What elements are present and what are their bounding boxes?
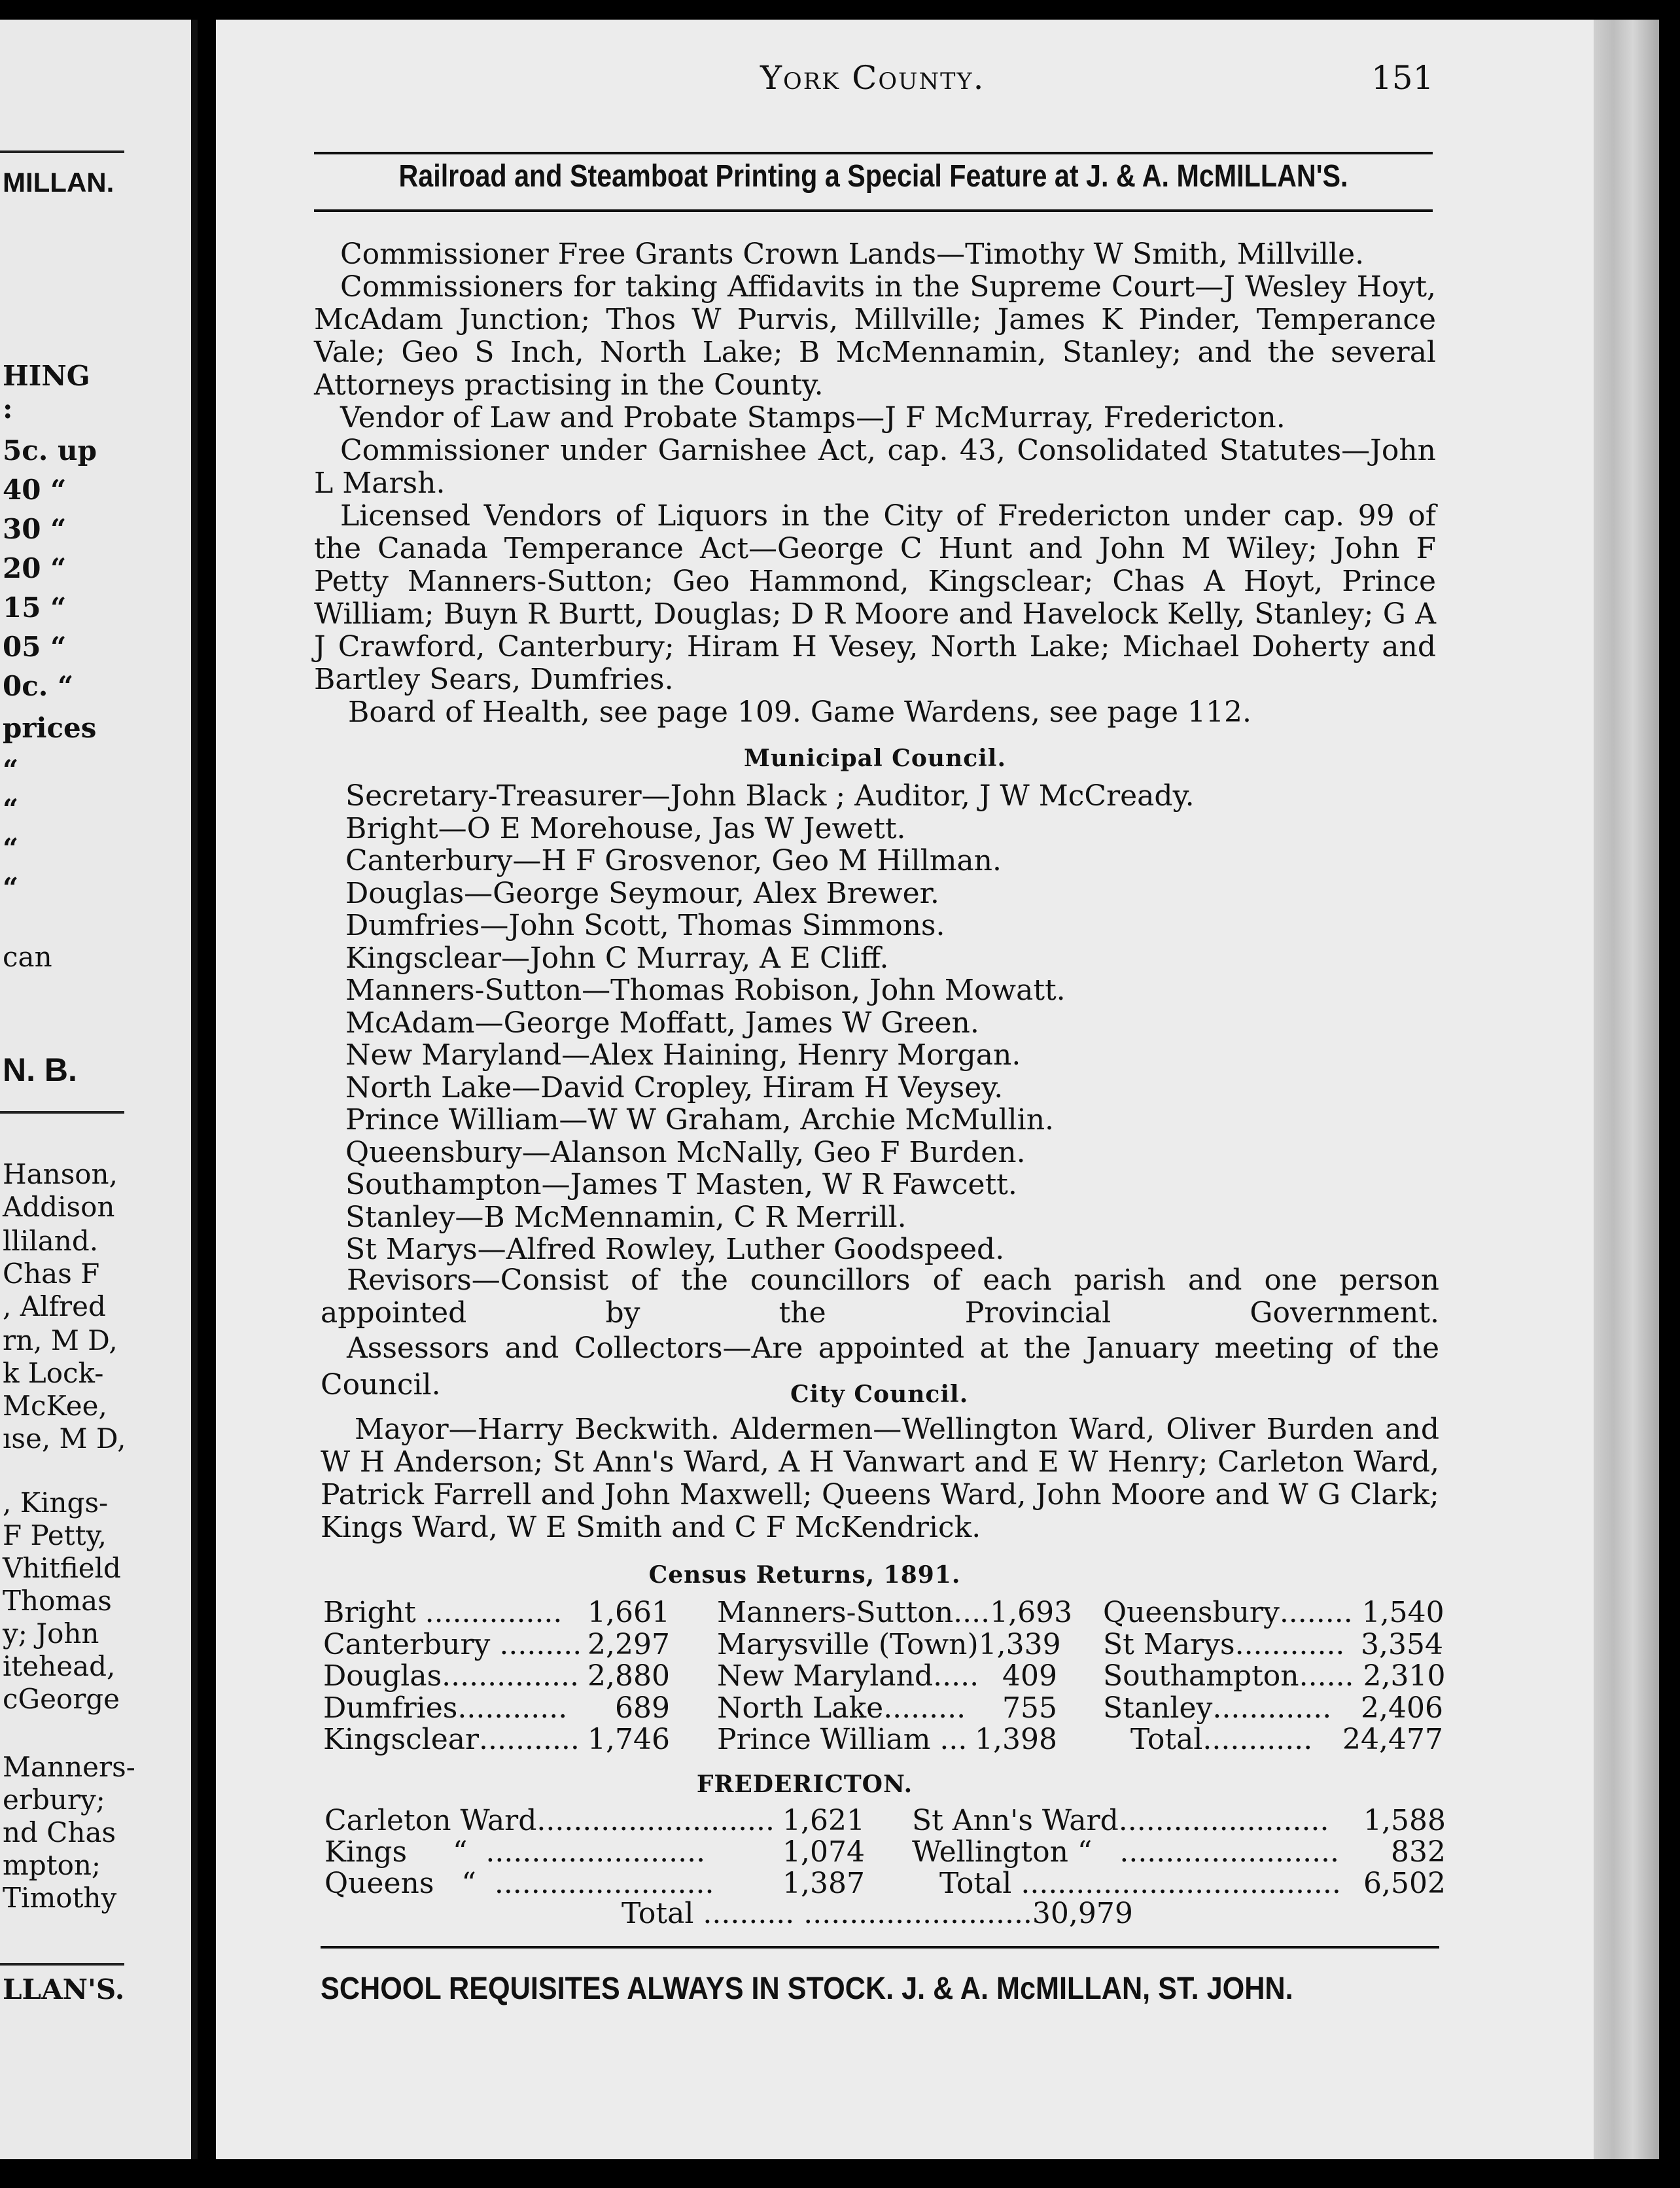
census-entry: [323, 1629, 670, 1661]
left-fragment-line: mpton;: [3, 1849, 101, 1881]
left-fragment-line: Vhitfield: [3, 1552, 121, 1584]
leader-dots: ...............: [442, 1659, 579, 1693]
leader-dots: ...: [930, 1723, 968, 1756]
paragraph-affidavits: Commissioners for taking Affidavits in the Supreme Court—J Wesley Hoyt, McAdam Junction; Thos W Purvis, Millville; James K Pinder, Temperance Vale; Geo S Inch, North Lake; B McMennamin, Stanley; and the several Attorneys practising in the County.: [314, 270, 1436, 402]
page-title: York County.: [760, 59, 985, 97]
census-value: 689: [615, 1691, 670, 1725]
census-entry: [1103, 1723, 1443, 1756]
leader-dots: ...........: [479, 1723, 580, 1756]
left-fragment-line: LLAN'S.: [3, 1973, 125, 2005]
leader-dots: ........: [1279, 1596, 1362, 1629]
footer-rule: [321, 1946, 1439, 1949]
fredericton-heading: FREDERICTON.: [696, 1771, 913, 1798]
left-fragment-line: itehead,: [3, 1650, 116, 1682]
left-fragment-line: , Kings-: [3, 1487, 109, 1519]
leader-dots: ........................: [476, 1867, 714, 1900]
municipal-council-heading: Municipal Council.: [744, 745, 1006, 772]
census-place: Total: [1103, 1723, 1203, 1756]
municipal-council-line: Prince William—W W Graham, Archie McMullin.: [345, 1103, 1055, 1137]
left-fragment-line: k Lock-: [3, 1357, 104, 1389]
left-fragment-line: Timothy: [3, 1882, 117, 1914]
leader-dots: .......................: [1118, 1804, 1329, 1837]
municipal-council-line: McAdam—George Moffatt, James W Green.: [345, 1006, 979, 1040]
left-fragment-line: nd Chas: [3, 1816, 116, 1848]
census-entry: [1103, 1629, 1443, 1661]
census-place: Kingsclear: [323, 1723, 480, 1756]
page-number: 151: [1371, 59, 1434, 97]
left-fragment-line: “: [3, 832, 19, 864]
left-fragment-line: 30 “: [3, 513, 67, 545]
ward-name: Total: [912, 1867, 1012, 1900]
census-entry: [1103, 1659, 1446, 1693]
left-fragment-line: cGeorge: [3, 1683, 120, 1715]
paragraph-garnishee: Commissioner under Garnishee Act, cap. 43, Consolidated Statutes—John L Marsh.: [314, 434, 1436, 500]
census-value: 24,477: [1342, 1723, 1443, 1756]
paragraph-free-grants: Commissioner Free Grants Crown Lands—Timothy W Smith, Millville.: [340, 238, 1365, 271]
leader-dots: .........: [490, 1627, 582, 1661]
left-fragment-line: y; John: [3, 1617, 99, 1650]
ward-value: 1,387: [782, 1867, 865, 1900]
left-fragment-line: N. B.: [3, 1051, 77, 1088]
ward-name: Queens “: [324, 1867, 476, 1900]
left-rule-mid: [0, 1111, 124, 1114]
leader-dots: .............: [1212, 1691, 1341, 1725]
leader-dots: .....: [933, 1659, 998, 1693]
assessors-line: Assessors and Collectors—Are appointed at the January meeting of the: [347, 1332, 1439, 1365]
left-fragment-line: , Alfred: [3, 1290, 106, 1322]
municipal-council-line: Dumfries—John Scott, Thomas Simmons.: [345, 909, 945, 942]
left-fragment-line: “: [3, 872, 19, 904]
left-rule-bottom: [0, 1963, 124, 1966]
leader-dots: ........................: [1092, 1835, 1349, 1869]
census-value: 3,354: [1361, 1627, 1443, 1661]
municipal-council-line: Bright—O E Morehouse, Jas W Jewett.: [345, 811, 906, 845]
leader-dots: ............: [457, 1691, 586, 1725]
left-fragment-line: Thomas: [3, 1585, 112, 1617]
census-place: Canterbury: [323, 1627, 491, 1661]
census-entry: [323, 1660, 670, 1693]
census-entry: [323, 1723, 670, 1756]
leader-dots: ............: [1202, 1723, 1313, 1756]
left-fragment-line: lliland.: [3, 1225, 99, 1257]
fredericton-ward-entry: [912, 1836, 1446, 1869]
census-place: Douglas: [323, 1659, 442, 1693]
census-value: 2,406: [1361, 1691, 1443, 1725]
census-value: 2,310: [1363, 1659, 1446, 1693]
census-place: Stanley: [1103, 1691, 1213, 1725]
fredericton-ward-entry: [324, 1836, 865, 1869]
municipal-council-line: Douglas—George Seymour, Alex Brewer.: [345, 876, 939, 910]
census-entry: [717, 1660, 1057, 1693]
census-place: Manners-Sutton: [717, 1596, 954, 1629]
left-fragment-line: Chas F: [3, 1258, 100, 1290]
municipal-council-line: Kingsclear—John C Murray, A E Cliff.: [345, 941, 889, 975]
municipal-council-line: Southampton—James T Masten, W R Fawcett.: [345, 1168, 1017, 1201]
fredericton-ward-entry: [912, 1867, 1446, 1900]
census-place: Prince William: [717, 1723, 931, 1756]
left-fragment-line: 05 “: [3, 631, 67, 663]
census-entry: [717, 1723, 1057, 1756]
left-fragment-line: 5c. up: [3, 434, 97, 467]
footer-advert: SCHOOL REQUISITES ALWAYS IN STOCK. J. & A. McMILLAN, ST. JOHN.: [321, 1971, 1293, 2006]
paragraph-board-of-health: Board of Health, see page 109. Game Wardens, see page 112.: [348, 696, 1251, 729]
ward-name: St Ann's Ward: [912, 1804, 1119, 1837]
census-place: Dumfries: [323, 1691, 458, 1725]
page-edge: [1594, 20, 1659, 2159]
city-council-paragraph: Mayor—Harry Beckwith. Aldermen—Wellington Ward, Oliver Burden and W H Anderson; St Ann's Ward, A H Vanwart and E W Henry; Carleton Ward, Patrick Farrell and John Maxwell; Queens Ward, John Moore and W G Clark; Kings Ward, W E Smith and C F McKendrick.: [321, 1413, 1439, 1544]
header-rule: [314, 152, 1433, 154]
left-fragment-line: can: [3, 941, 52, 973]
fredericton-ward-entry: [324, 1805, 865, 1837]
census-value: 409: [1002, 1659, 1057, 1693]
left-page-fragment: [0, 20, 198, 2159]
census-value: 2,880: [587, 1659, 670, 1693]
city-council-heading: City Council.: [790, 1381, 969, 1408]
census-place: North Lake: [717, 1691, 884, 1725]
census-value: 1,661: [587, 1596, 670, 1629]
banner-advert: Railroad and Steamboat Printing a Special Feature at J. & A. McMILLAN'S.: [398, 159, 1348, 194]
municipal-council-line: Secretary-Treasurer—John Black ; Auditor, J W McCready.: [345, 779, 1195, 813]
left-fragment-line: HING: [3, 360, 90, 392]
census-value: 1,746: [587, 1723, 670, 1756]
census-place: St Marys: [1103, 1627, 1235, 1661]
municipal-council-line: Manners-Sutton—Thomas Robison, John Mowatt.: [345, 974, 1066, 1007]
ward-value: 6,502: [1363, 1867, 1446, 1900]
census-heading: Census Returns, 1891.: [648, 1561, 961, 1589]
census-entry: [717, 1692, 1057, 1725]
census-place: New Maryland: [717, 1659, 934, 1693]
leader-dots: .........: [883, 1691, 985, 1725]
left-fragment-line: Addison: [3, 1191, 115, 1223]
fredericton-ward-entry: [324, 1867, 865, 1900]
leader-dots: ....: [953, 1596, 990, 1629]
municipal-council-line: St Marys—Alfred Rowley, Luther Goodspeed.: [345, 1233, 1005, 1266]
ward-value: 1,621: [782, 1804, 865, 1837]
ward-name: Kings “: [324, 1835, 468, 1869]
paragraph-liquor-vendors: Licensed Vendors of Liquors in the City of Fredericton under cap. 99 of the Canada Temperance Act—George C Hunt and John M Wiley; John F Petty Manners-Sutton; Geo Hammond, Kingsclear; Chas A Hoyt, Prince William; Buyn R Burtt, Douglas; D R Moore and Havelock Kelly, Stanley; G A J Crawford, Canterbury; Hiram H Vesey, North Lake; Michael Doherty and Bartley Sears, Dumfries.: [314, 499, 1436, 696]
census-place: Marysville (Town): [717, 1627, 979, 1661]
census-value: 2,297: [587, 1627, 670, 1661]
banner-rule: [314, 209, 1433, 212]
left-fragment-line: “: [3, 754, 19, 786]
ward-value: 1,074: [782, 1835, 865, 1869]
census-value: 1,540: [1361, 1596, 1444, 1629]
left-fragment-line: Manners-: [3, 1751, 135, 1783]
left-fragment-line: 40 “: [3, 474, 67, 506]
census-value: 755: [1002, 1691, 1057, 1725]
census-entry: [1103, 1692, 1443, 1725]
census-entry: [323, 1597, 670, 1629]
municipal-council-line: Queensbury—Alanson McNally, Geo F Burden.: [345, 1135, 1026, 1169]
left-fragment-line: prices: [3, 712, 97, 744]
left-fragment-line: F Petty,: [3, 1519, 107, 1551]
left-fragment-line: MILLAN.: [3, 167, 114, 198]
census-value: 1,398: [975, 1723, 1057, 1756]
left-fragment-line: 20 “: [3, 552, 67, 584]
left-fragment-line: :: [3, 393, 13, 425]
census-place: Queensbury: [1103, 1596, 1280, 1629]
leader-dots: ..........................: [536, 1804, 775, 1837]
left-fragment-line: McKee,: [3, 1390, 107, 1422]
leader-dots: ...................................: [1011, 1867, 1341, 1900]
census-value: 1,339: [978, 1627, 1061, 1661]
census-entry: [717, 1627, 1061, 1661]
leader-dots: ......: [1299, 1659, 1363, 1693]
municipal-council-line: North Lake—David Cropley, Hiram H Veysey.: [345, 1070, 1004, 1104]
assessors-line-end: Council.: [321, 1368, 441, 1402]
census-place: Bright: [323, 1596, 416, 1629]
left-fragment-line: Hanson,: [3, 1158, 118, 1190]
ward-value: 1,588: [1363, 1804, 1446, 1837]
left-fragment-line: erbury;: [3, 1784, 105, 1816]
census-entry: [1103, 1597, 1443, 1629]
left-fragment-line: 0c. “: [3, 670, 74, 702]
ward-name: Carleton Ward: [324, 1804, 537, 1837]
paragraph-law-stamps: Vendor of Law and Probate Stamps—J F McMurray, Fredericton.: [340, 401, 1286, 434]
left-fragment-line: rn, M D,: [3, 1324, 118, 1356]
revisors-paragraph: Revisors—Consist of the councillors of each parish and one person appointed by the Provincial Government.: [321, 1263, 1439, 1330]
left-fragment-line: “: [3, 793, 19, 825]
census-place: Southampton: [1103, 1659, 1299, 1693]
municipal-council-line: Canterbury—H F Grosvenor, Geo M Hillman.: [345, 844, 1002, 877]
census-entry: [717, 1596, 1073, 1629]
leader-dots: ............: [1234, 1627, 1354, 1661]
municipal-council-line: Stanley—B McMennamin, C R Merrill.: [345, 1200, 907, 1234]
census-value: 1,693: [990, 1596, 1073, 1629]
ward-name: Wellington “: [912, 1835, 1093, 1869]
fredericton-ward-entry: [912, 1805, 1446, 1837]
left-rule-top: [0, 150, 124, 153]
leader-dots: ........................: [467, 1835, 706, 1869]
leader-dots: ...............: [415, 1596, 563, 1629]
ward-value: 832: [1391, 1835, 1446, 1869]
fredericton-grand-total: Total .......... .........................30,979: [621, 1897, 1133, 1930]
census-entry: [323, 1692, 670, 1725]
left-fragment-line: ıse, M D,: [3, 1422, 126, 1455]
left-fragment-line: 15 “: [3, 591, 67, 624]
municipal-council-line: New Maryland—Alex Haining, Henry Morgan.: [345, 1038, 1021, 1072]
